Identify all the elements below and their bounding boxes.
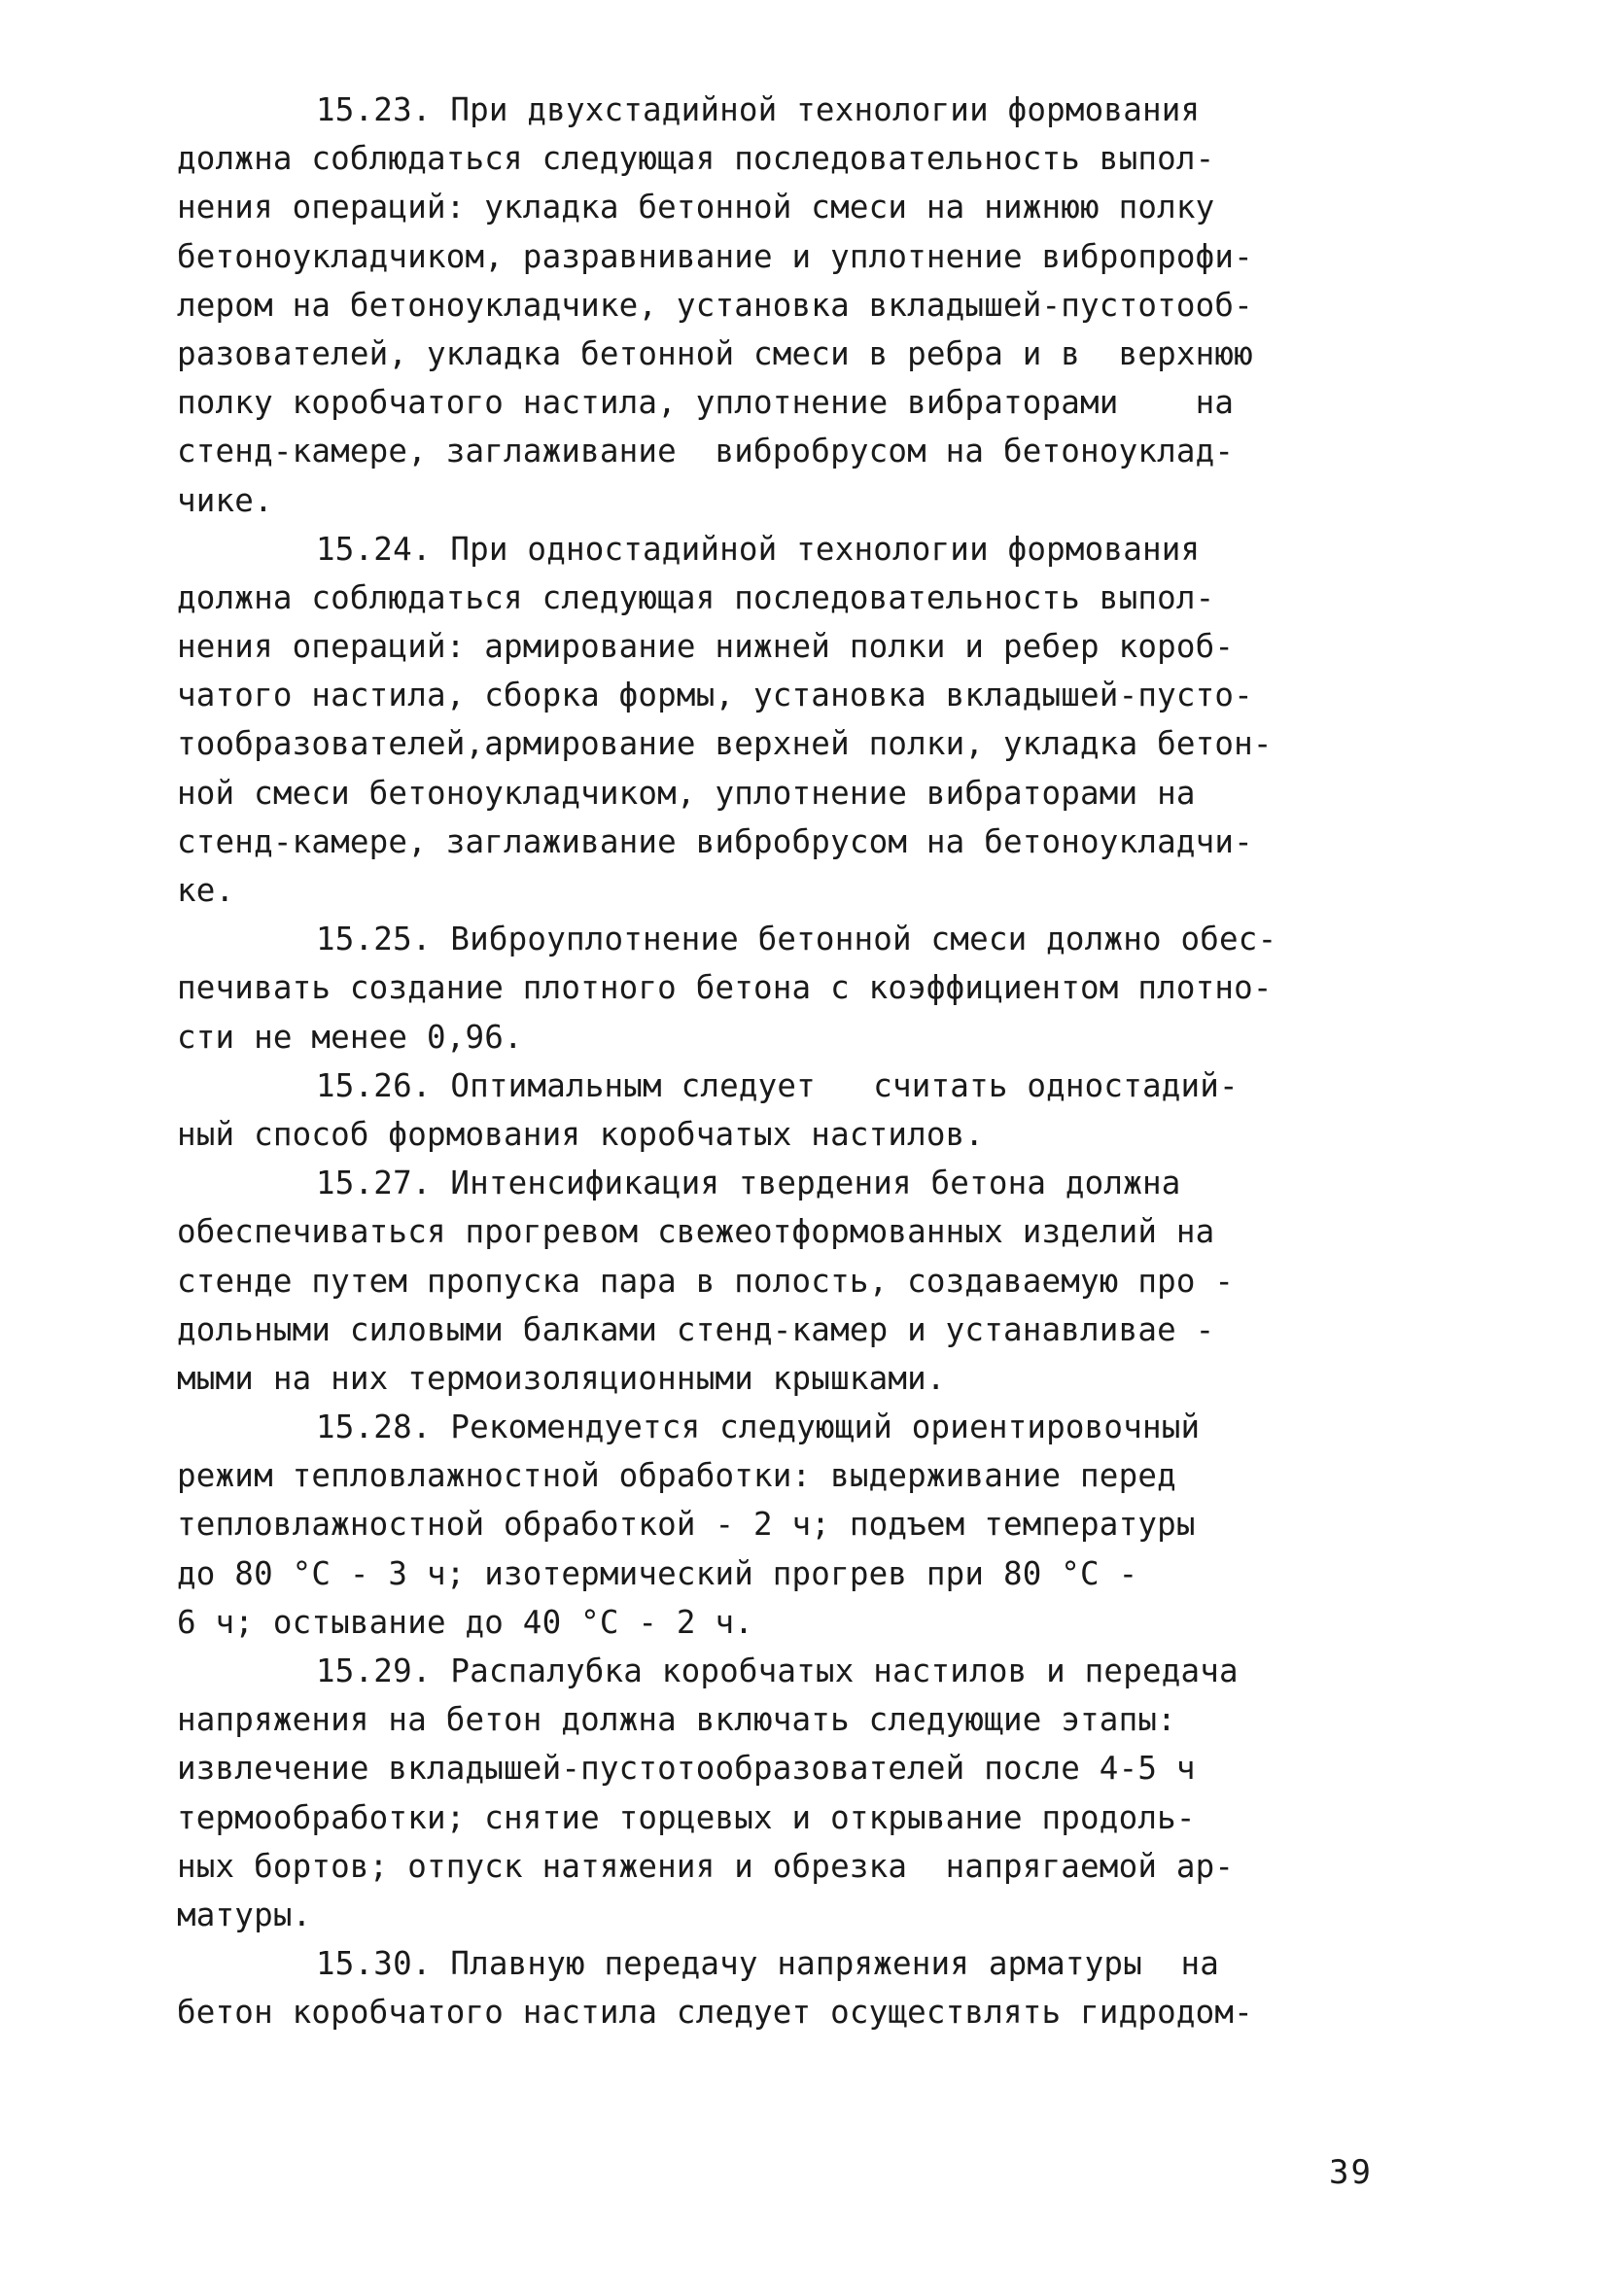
text-line: стенд-камере, заглаживание вибробрусом на бетоноуклад- (177, 433, 1235, 470)
text-line: мыми на них термоизоляционными крышками. (177, 1359, 946, 1397)
text-line: ке. (177, 872, 235, 909)
text-line: должна соблюдаться следующая последовательность выпол- (177, 578, 1215, 616)
text-line: матуры. (177, 1896, 312, 1933)
text-line: сти не менее 0,96. (177, 1018, 523, 1056)
paragraph-first-line: 15.29. Распалубка коробчатых настилов и передача (316, 1652, 1239, 1689)
paragraph-first-line: 15.27. Интенсификация твердения бетона должна (316, 1165, 1181, 1202)
page-number: 39 (1329, 2153, 1373, 2192)
text-line: ной смеси бетоноукладчиком, уплотнение вибраторами на (177, 774, 1196, 812)
text-line: до 80 °С - 3 ч; изотермический прогрев при 80 °С - (177, 1554, 1138, 1592)
paragraph-first-line: 15.25. Виброуплотнение бетонной смеси должно обес- (316, 921, 1277, 958)
text-line: дольными силовыми балками стенд-камер и устанавливае - (177, 1310, 1215, 1348)
text-line: режим тепловлажностной обработки: выдерживание перед (177, 1457, 1176, 1495)
text-line: чатого настила, сборка формы, установка вкладышей-пусто- (177, 677, 1253, 714)
text-line: полку коробчатого настила, уплотнение вибраторами на (177, 384, 1235, 422)
text-line: разователей, укладка бетонной смеси в ребра и в верхнюю (177, 334, 1253, 372)
document-body (177, 86, 1460, 2037)
text-line: лером на бетоноукладчике, установка вкладышей-пустотооб- (177, 286, 1253, 324)
text-line: нения операций: укладка бетонной смеси на нижнюю полку (177, 189, 1215, 226)
paragraph-first-line: 15.23. При двухстадийной технологии формования (316, 91, 1201, 128)
text-line: должна соблюдаться следующая последовательность выпол- (177, 140, 1215, 178)
paragraph-first-line: 15.24. При одностадийной технологии формования (316, 530, 1201, 568)
text-line: напряжения на бетон должна включать следующие этапы: (177, 1701, 1176, 1739)
text-line: извлечение вкладышей-пустотообразователей после 4-5 ч (177, 1750, 1196, 1788)
paragraph-first-line: 15.28. Рекомендуется следующий ориентировочный (316, 1409, 1201, 1446)
text-line: чике. (177, 481, 273, 519)
text-line: печивать создание плотного бетона с коэффициентом плотно- (177, 969, 1273, 1007)
text-line: тепловлажностной обработкой - 2 ч; подъем температуры (177, 1506, 1196, 1544)
paragraph-first-line: 15.30. Плавную передачу напряжения арматуры на (316, 1945, 1220, 1983)
text-line: 6 ч; остывание до 40 °С - 2 ч. (177, 1603, 753, 1641)
text-line: стенде путем пропуска пара в полость, создаваемую про - (177, 1262, 1235, 1300)
text-line: термообработки; снятие торцевых и открывание продоль- (177, 1798, 1196, 1836)
paragraph-first-line: 15.26. Оптимальным следует считать одностадий- (316, 1066, 1239, 1104)
text-line: бетон коробчатого настила следует осуществлять гидродом- (177, 1994, 1253, 2032)
text-line: нения операций: армирование нижней полки и ребер короб- (177, 628, 1235, 666)
text-line: тообразователей,армирование верхней полки, укладка бетон- (177, 725, 1273, 763)
text-line: бетоноукладчиком, разравнивание и уплотнение вибропрофи- (177, 237, 1253, 275)
text-line: обеспечиваться прогревом свежеотформованных изделий на (177, 1213, 1215, 1251)
text-line: стенд-камере, заглаживание вибробрусом на бетоноукладчи- (177, 822, 1253, 860)
text-line: ных бортов; отпуск натяжения и обрезка напрягаемой ар- (177, 1847, 1235, 1885)
text-line: ный способ формования коробчатых настилов. (177, 1115, 985, 1153)
